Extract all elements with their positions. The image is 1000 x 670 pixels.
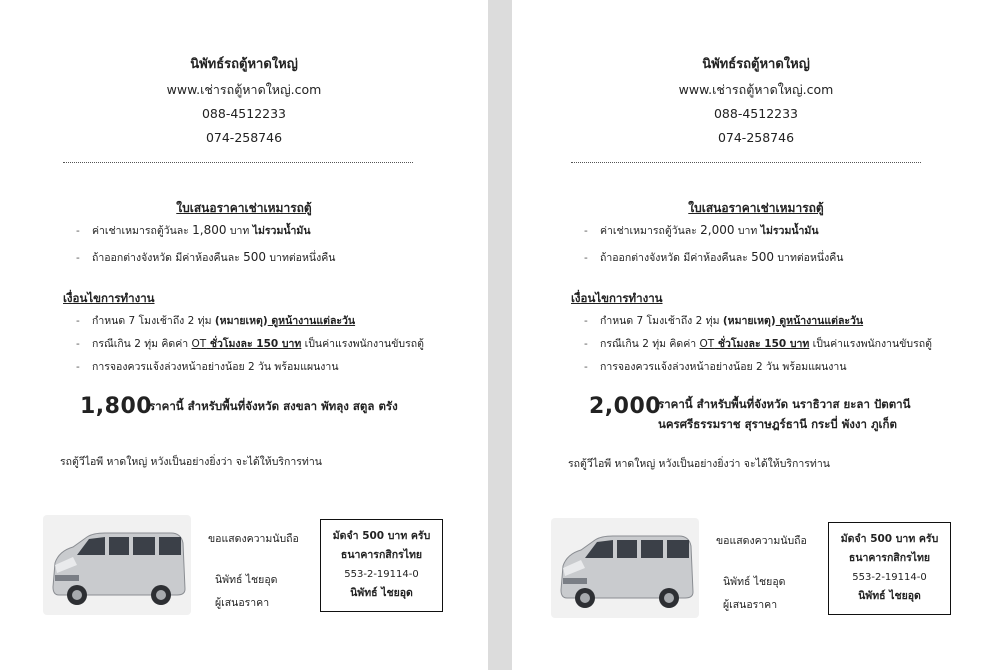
company-name: นิพัทธ์รถตู้หาดใหญ่ <box>190 57 298 72</box>
deposit-box <box>828 522 951 615</box>
phone-mobile: 088-4512233 <box>713 106 799 121</box>
condition-booking: - การจองควรแจ้งล่วงหน้าอย่างน้อย 2 วัน พร้อมแผนงาน <box>584 361 847 373</box>
thanks-line: รถตู้วีไอพี หาดใหญ่ หวังเป็นอย่างยิ่งว่า จะได้ให้บริการท่าน <box>568 458 830 470</box>
room-line: - ถ้าออกต่างจังหวัด มีค่าห้องคืนละ 500 บาทต่อหนึ่งคืน <box>584 250 844 264</box>
website: www.เช่ารถตู้หาดใหญ่.com <box>166 82 322 97</box>
van-icon <box>43 515 191 615</box>
rate-line: - ค่าเช่าเหมารถตู้วันละ 2,000 บาท ไม่รวมน้ำมัน <box>584 223 819 237</box>
rate-line: - ค่าเช่าเหมารถตู้วันละ 1,800 บาท ไม่รวมน้ำมัน <box>76 223 311 237</box>
website: www.เช่ารถตู้หาดใหญ่.com <box>678 82 834 97</box>
van-image <box>551 518 699 618</box>
condition-booking: - การจองควรแจ้งล่วงหน้าอย่างน้อย 2 วัน พร้อมแผนงาน <box>76 361 339 373</box>
thanks-line: รถตู้วีไอพี หาดใหญ่ หวังเป็นอย่างยิ่งว่า จะได้ให้บริการท่าน <box>60 456 322 468</box>
account-holder: นิพัทธ์ ไชยอุด <box>858 590 921 602</box>
van-image <box>43 515 191 615</box>
condition-overtime: - กรณีเกิน 2 ทุ่ม คิดค่า OT ชั่วโมงละ 150 บาท เป็นค่าแรงพนักงานขับรถตู้ <box>76 338 424 350</box>
conditions-title: เงื่อนไขการทำงาน <box>63 291 155 305</box>
deposit-amount: มัดจำ 500 บาท ครับ <box>840 533 939 545</box>
condition-overtime: - กรณีเกิน 2 ทุ่ม คิดค่า OT ชั่วโมงละ 150 บาท เป็นค่าแรงพนักงานขับรถตู้ <box>584 338 932 350</box>
bank-account: 553-2-19114-0 <box>344 569 419 580</box>
price-note-line-1: ราคานี้ สำหรับพื้นที่จังหวัด สงขลา พัทลุง สตูล ตรัง <box>149 399 398 413</box>
dotted-divider <box>63 162 413 163</box>
signer-role: ผู้เสนอราคา <box>215 597 270 609</box>
company-name: นิพัทธ์รถตู้หาดใหญ่ <box>702 57 810 72</box>
phone-mobile: 088-4512233 <box>201 106 287 121</box>
regards-text: ขอแสดงความนับถือ <box>716 535 807 547</box>
signer-name: นิพัทธ์ ไชยอุด <box>215 574 278 586</box>
regards-text: ขอแสดงความนับถือ <box>208 533 299 545</box>
van-icon <box>551 518 699 618</box>
bank-name: ธนาคารกสิกรไทย <box>340 549 423 561</box>
quote-page-left <box>0 0 488 670</box>
phone-office: 074-258746 <box>205 130 283 145</box>
conditions-title: เงื่อนไขการทำงาน <box>571 291 663 305</box>
condition-hours: - กำหนด 7 โมงเช้าถึง 2 ทุ่ม (หมายเหตุ) ดูหน้างานแต่ละวัน <box>76 315 356 327</box>
signer-name: นิพัทธ์ ไชยอุด <box>723 576 786 588</box>
price-note-line-1: ราคานี้ สำหรับพื้นที่จังหวัด นราธิวาส ยะลา ปัตตานี <box>658 397 911 411</box>
quote-title: ใบเสนอราคาเช่าเหมารถตู้ <box>688 201 824 215</box>
quote-page-right <box>512 0 1000 670</box>
price-amount: 1,800 <box>80 394 153 419</box>
dotted-divider <box>571 162 921 163</box>
price-amount: 2,000 <box>589 394 662 419</box>
deposit-box <box>320 519 443 612</box>
quote-title: ใบเสนอราคาเช่าเหมารถตู้ <box>176 201 312 215</box>
phone-office: 074-258746 <box>717 130 795 145</box>
signer-role: ผู้เสนอราคา <box>723 599 778 611</box>
room-line: - ถ้าออกต่างจังหวัด มีค่าห้องคืนละ 500 บาทต่อหนึ่งคืน <box>76 250 336 264</box>
condition-hours: - กำหนด 7 โมงเช้าถึง 2 ทุ่ม (หมายเหตุ) ดูหน้างานแต่ละวัน <box>584 315 864 327</box>
price-note-line-2: นครศรีธรรมราช สุราษฎร์ธานี กระบี่ พังงา ภูเก็ต <box>658 417 897 431</box>
bank-account: 553-2-19114-0 <box>852 572 927 583</box>
deposit-amount: มัดจำ 500 บาท ครับ <box>332 530 431 542</box>
bank-name: ธนาคารกสิกรไทย <box>848 552 931 564</box>
account-holder: นิพัทธ์ ไชยอุด <box>350 587 413 599</box>
